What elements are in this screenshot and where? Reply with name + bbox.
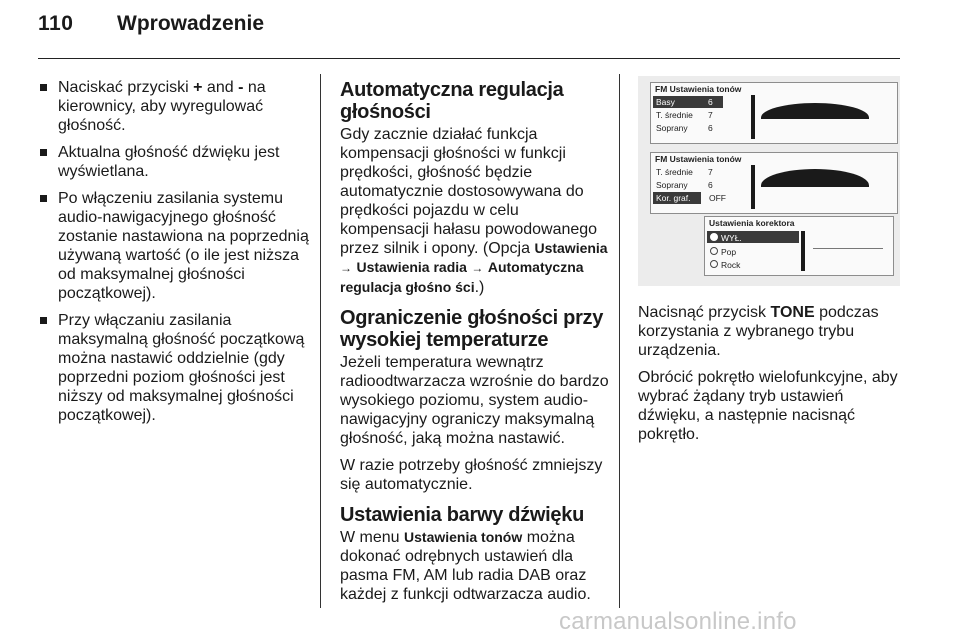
bullet-list	[38, 78, 310, 425]
scrollbar	[751, 165, 755, 209]
menu-path-item: Ustawienia radia	[356, 259, 467, 275]
screen-row	[707, 245, 799, 257]
section-body: W razie potrzeby głośność zmniejszy się automatycznie.	[340, 457, 603, 493]
scrollbar	[751, 95, 755, 139]
section-body: Jeżeli temperatura wewnątrz radioodtwarzacza wzrośnie do bardzo wysokiego poziomu, system audio-nawigacyjny ograniczy maksymalną głośność, jaką można nastawić.	[340, 354, 609, 447]
body-text: Gdy zacznie działać funkcja kompensacji głośności w funkcji prędkości, głośność będzie automatycznie dostosowywana do prędkości pojazdu w celu kompensacji hałasu powodowanego przez silnik i opony. (Opcja	[340, 126, 598, 257]
page-number: 110	[38, 12, 74, 35]
row-label: Basy	[656, 97, 675, 107]
body-text: można dokonać odrębnych ustawień dla pasma FM, AM lub radia DAB oraz każdej z funkcji odtwarzacza audio.	[340, 529, 591, 603]
body-text: W menu	[340, 529, 405, 546]
row-value: 6	[708, 180, 713, 190]
row-label: Soprany	[656, 180, 688, 190]
section-body	[340, 125, 610, 297]
page-title: Wprowadzenie	[117, 12, 265, 35]
menu-name: Ustawienia tonów	[404, 529, 523, 545]
arrow-icon: →	[471, 261, 484, 275]
bullet-text: and	[202, 79, 239, 96]
row-label: WYŁ.	[721, 233, 742, 243]
plus-key: +	[193, 79, 203, 96]
screen-row	[707, 231, 799, 243]
minus-key: -	[238, 79, 244, 96]
bullet-icon	[40, 317, 47, 324]
column-divider-1	[320, 74, 321, 608]
right-column	[638, 303, 904, 452]
section-heading-tone: Ustawienia barwy dźwięku	[340, 504, 584, 526]
row-label: Soprany	[656, 123, 688, 133]
eq-curve	[761, 169, 869, 187]
list-item	[38, 143, 310, 181]
screen-title: Ustawienia korektora	[709, 218, 795, 228]
column-divider-2	[619, 74, 620, 608]
screen-row	[653, 179, 723, 191]
row-label: Pop	[721, 247, 737, 257]
screen-row	[653, 122, 723, 134]
screen-row	[653, 166, 723, 178]
list-item	[38, 78, 310, 135]
eq-line	[813, 248, 883, 249]
header-rule	[38, 58, 900, 59]
screen-row	[653, 96, 723, 108]
bullet-text: Po włączeniu zasilania systemu audio-nawigacyjnego głośność zostanie nastawiona na poprzednią używaną wartość (o ile jest niższa od maksymalnej głośności początkowej).	[58, 190, 309, 302]
menu-path-item: Ustawienia	[534, 240, 608, 256]
row-value: OFF	[709, 193, 726, 203]
tone-button-label: TONE	[770, 304, 815, 321]
bullet-text: Aktualna głośność dźwięku jest wyświetlana.	[58, 144, 280, 180]
scrollbar	[801, 231, 805, 271]
body-text: podczas korzystania z wybranego trybu urządzenia.	[638, 304, 879, 359]
row-label: Rock	[721, 260, 741, 270]
arrow-icon: →	[340, 261, 352, 275]
section-heading-temperature: Ograniczenie głośności przy wysokiej temperaturze	[340, 307, 604, 351]
screen-title: FM Ustawienia tonów	[655, 84, 742, 94]
eq-curve	[761, 103, 869, 119]
watermark: carmanualsonline.info	[559, 608, 797, 635]
screen-row	[707, 258, 799, 270]
menu-path-item: Automatyczna regulacja głośno ści	[340, 259, 584, 295]
section-body	[340, 528, 610, 604]
left-column	[38, 78, 310, 433]
display-illustration	[638, 76, 900, 286]
instruction-text	[638, 303, 904, 360]
row-label: T. średnie	[656, 167, 693, 177]
list-item	[38, 189, 310, 303]
row-value: 7	[708, 110, 713, 120]
row-value: 6	[708, 123, 713, 133]
bullet-text: na kierownicy, aby wyregulować głośność.	[58, 79, 266, 134]
radio-icon	[710, 260, 718, 268]
screen-tone-settings-2	[650, 152, 898, 214]
radio-icon	[710, 247, 718, 255]
middle-column	[340, 79, 610, 612]
row-label: T. średnie	[656, 110, 693, 120]
bullet-text: Naciskać przyciski	[58, 79, 194, 96]
screen-title: FM Ustawienia tonów	[655, 154, 742, 164]
row-value: 7	[708, 167, 713, 177]
bullet-text: Przy włączaniu zasilania maksymalną głośność początkową można nastawić oddzielnie (gdy poprzedni poziom głośności jest niższy od maksymalnej głośności początkowej).	[58, 312, 305, 424]
screen-row	[653, 192, 701, 204]
body-text: .)	[474, 279, 485, 296]
instruction-text: Obrócić pokrętło wielofunkcyjne, aby wybrać żądany tryb ustawień dźwięku, a następnie nacisnąć pokrętło.	[638, 369, 898, 443]
row-value: 6	[708, 97, 713, 107]
bullet-icon	[40, 84, 47, 91]
bullet-icon	[40, 195, 47, 202]
row-label: Kor. graf.	[656, 193, 691, 203]
screen-row	[653, 109, 723, 121]
body-text: Nacisnąć przycisk	[638, 304, 771, 321]
section-heading-auto-volume: Automatyczna regulacja głośności	[340, 79, 564, 123]
radio-icon	[710, 233, 718, 241]
screen-equalizer-settings	[704, 216, 894, 276]
list-item	[38, 311, 310, 425]
screen-tone-settings-1	[650, 82, 898, 144]
bullet-icon	[40, 149, 47, 156]
